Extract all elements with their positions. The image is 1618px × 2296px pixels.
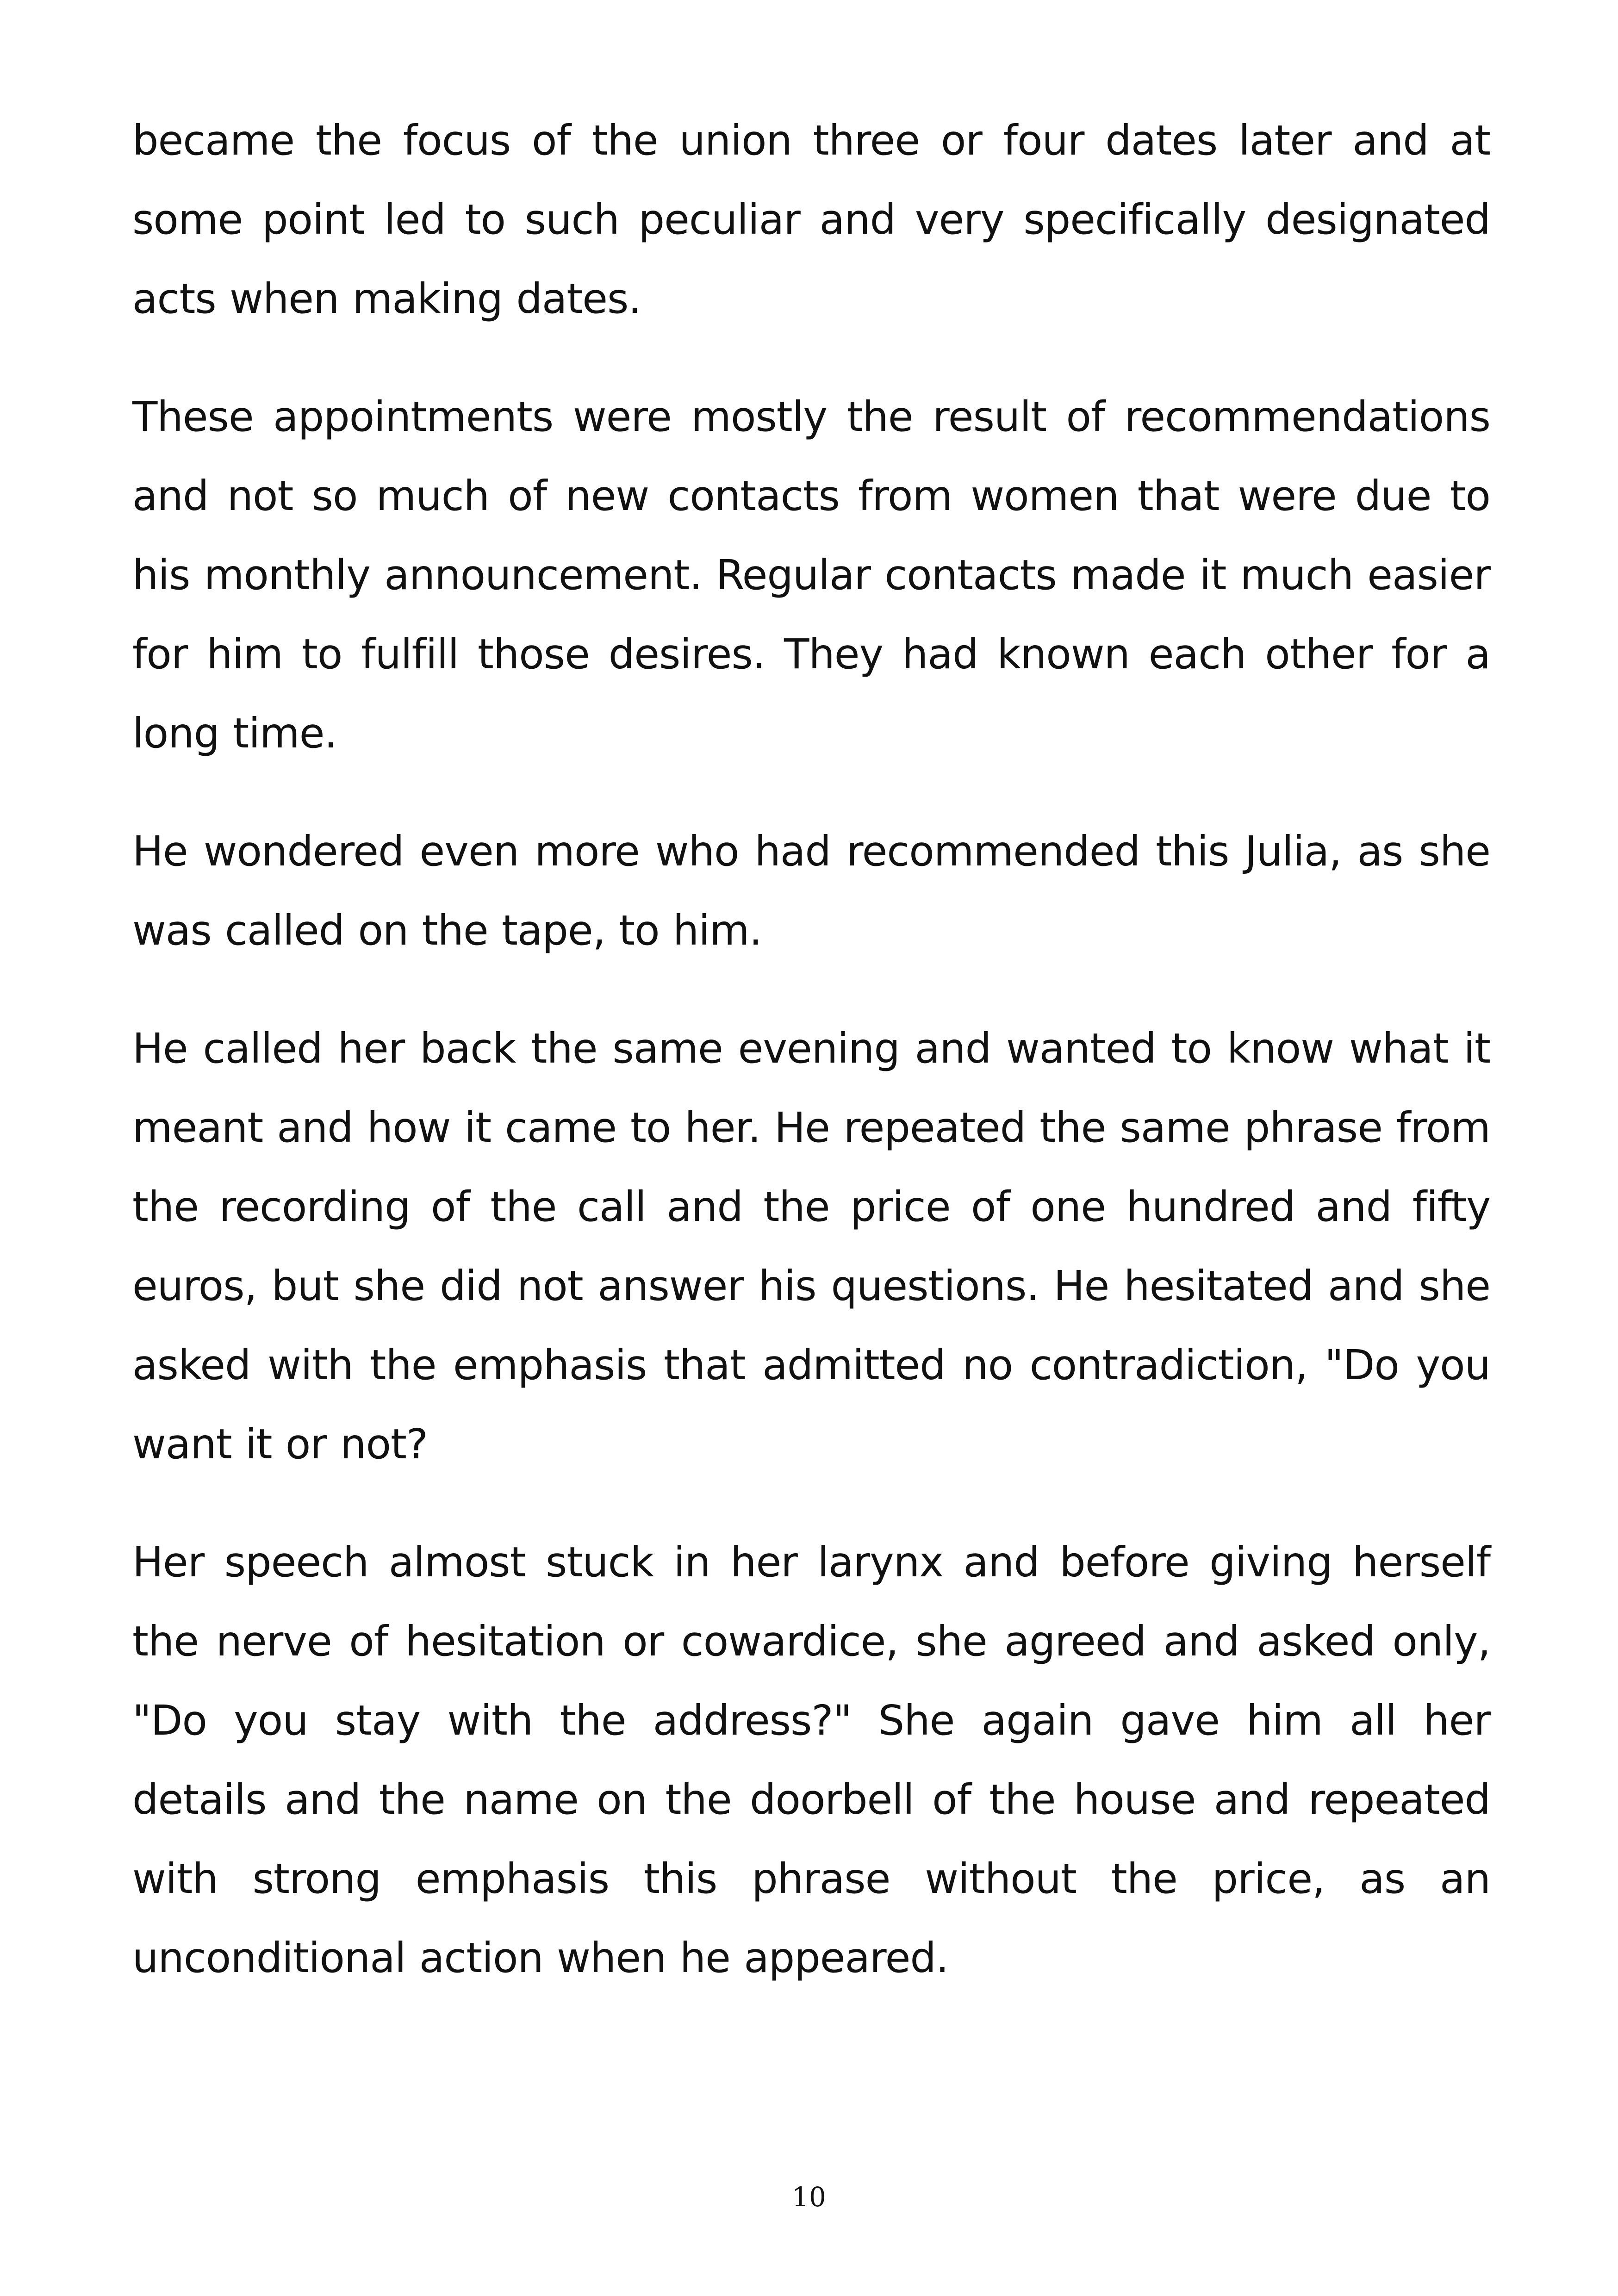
paragraph-2: These appointments were mostly the result of recommendations and not so much of new contacts from women that were due to his monthly announcement. Regular contacts made it much easier for him to fulfill those desires. They had known each other for a long time. <box>132 392 1490 757</box>
page-number: 10 <box>792 2181 826 2213</box>
paragraph-1: became the focus of the union three or four dates later and at some point led to such peculiar and very specifically designated acts when making dates. <box>132 116 1490 323</box>
paragraph-5: Her speech almost stuck in her larynx and before giving herself the nerve of hesitation or cowardice, she agreed and asked only, "Do you stay with the address?" She again gave him all her details and the name on the doorbell of the house and repeated with strong emphasis this phrase without the price, as an unconditional action when he appeared. <box>132 1538 1490 1982</box>
body-text <box>132 101 1490 2036</box>
paragraph-4: He called her back the same evening and wanted to know what it meant and how it came to her. He repeated the same phrase from the recording of the call and the price of one hundred and fifty euros, but she did not answer his questions. He hesitated and she asked with the emphasis that admitted no contradiction, "Do you want it or not? <box>132 1024 1490 1468</box>
paragraph-3: He wondered even more who had recommended this Julia, as she was called on the tape, to him. <box>132 827 1490 954</box>
